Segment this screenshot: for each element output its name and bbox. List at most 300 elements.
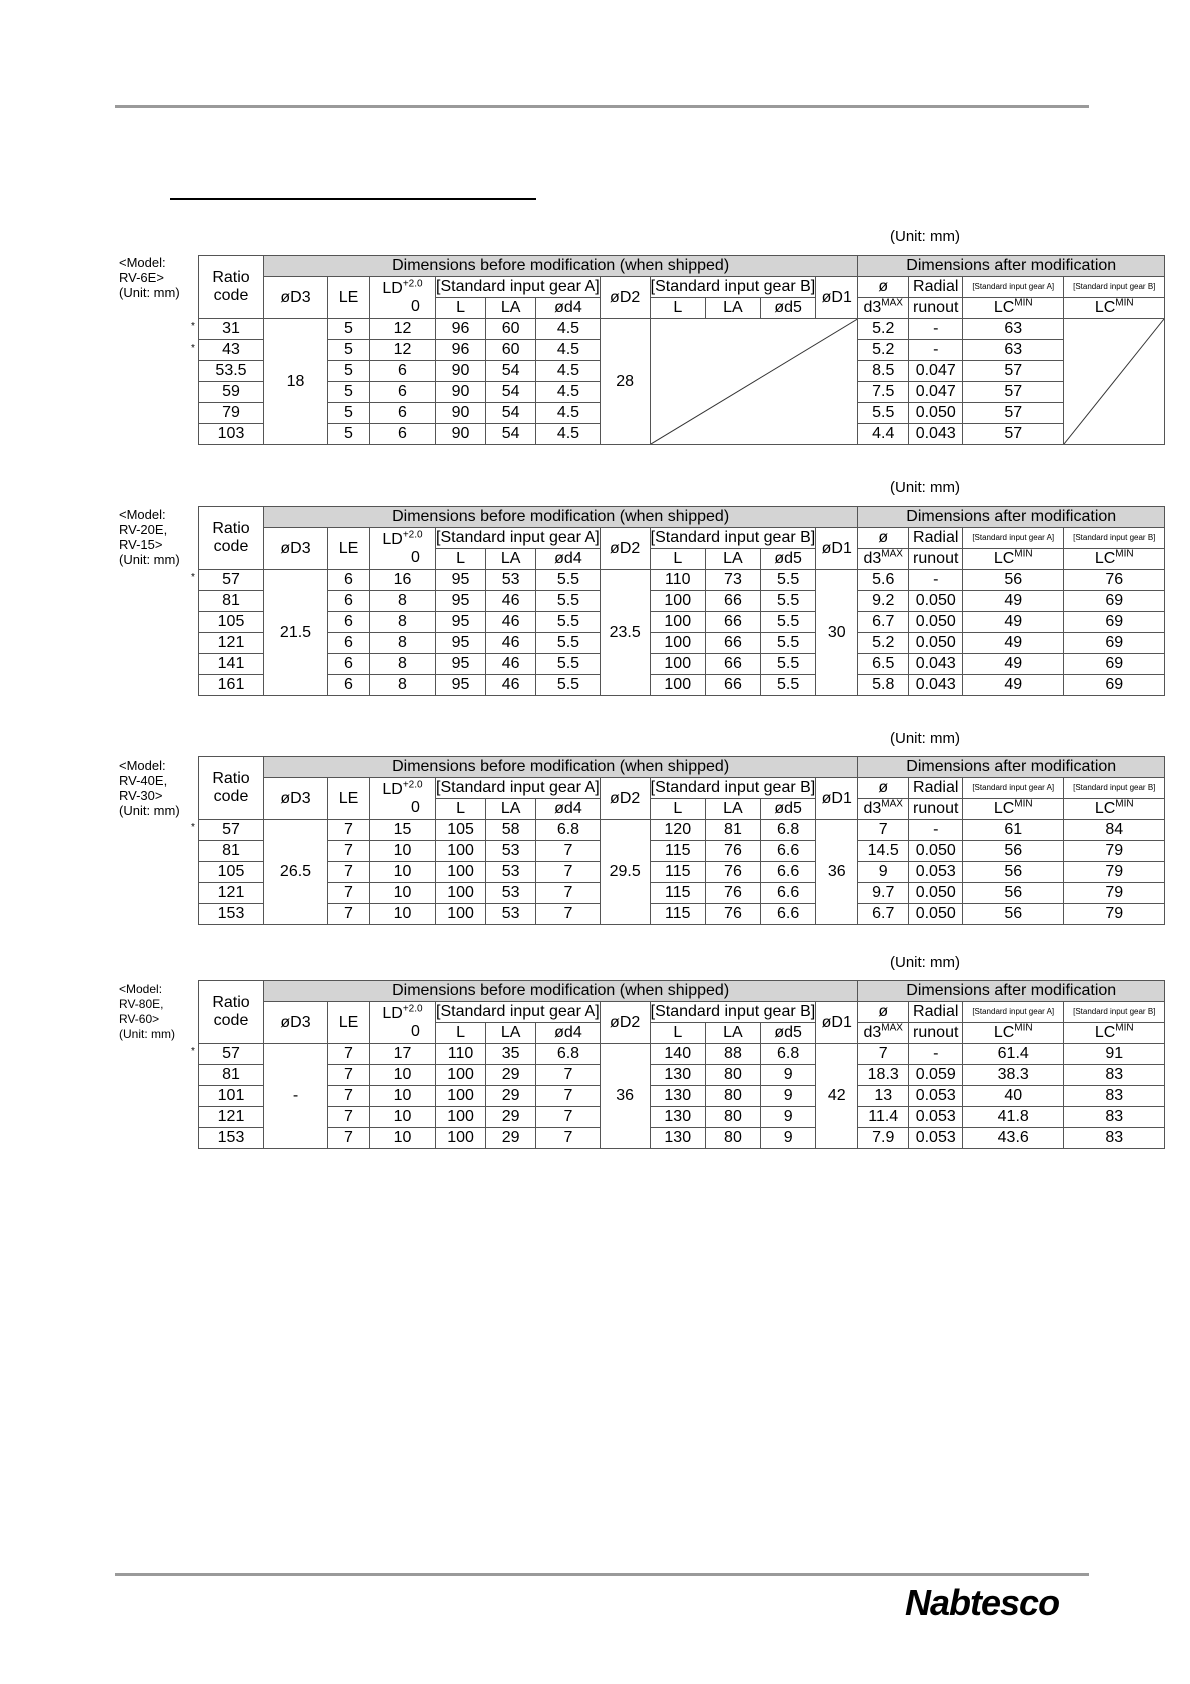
ld-cell: 6 — [370, 424, 436, 445]
lc-b-cell: 79 — [1064, 841, 1165, 862]
la-a-cell: 54 — [486, 424, 536, 445]
d2-cell: 28 — [600, 319, 650, 445]
la-a-cell: 53 — [486, 904, 536, 925]
d5-cell: 6.6 — [761, 883, 816, 904]
lc-a-header: $LC^{MIN}$ — [963, 1023, 1064, 1044]
dimension-table — [198, 506, 1165, 696]
ld-cell: 16 — [370, 570, 436, 591]
d4-header: ød4 — [536, 799, 600, 820]
ratio-cell: 81 — [199, 841, 264, 862]
ratio-cell: 103 — [199, 424, 264, 445]
l-a-cell: 100 — [436, 1128, 486, 1149]
ratio-cell: 57 — [199, 570, 264, 591]
table-row — [199, 1044, 1165, 1065]
la-a-header: LA — [486, 799, 536, 820]
l-a-cell: 100 — [436, 883, 486, 904]
d2-cell: 23.5 — [600, 570, 650, 696]
d4-cell: 4.5 — [536, 319, 600, 340]
d4-header: ød4 — [536, 1023, 600, 1044]
ratio-cell: 121 — [199, 633, 264, 654]
lc-a-cell: 61 — [963, 820, 1064, 841]
d5-cell: 6.6 — [761, 904, 816, 925]
phi-header: ø — [858, 778, 909, 799]
d5-cell: 6.8 — [761, 1044, 816, 1065]
d4-cell: 4.5 — [536, 340, 600, 361]
d2-header: øD2 — [600, 277, 650, 319]
ratio-cell: 105 — [199, 612, 264, 633]
lc-a-cell: 63 — [963, 340, 1064, 361]
lc-b-header: $LC^{MIN}$ — [1064, 799, 1165, 820]
gear-a-header: [Standard input gear A] — [436, 778, 601, 799]
before-header: Dimensions before modification (when shipped) — [264, 981, 858, 1002]
table-row — [199, 1107, 1165, 1128]
after-header: Dimensions after modification — [858, 507, 1165, 528]
lc-a-cell: 56 — [963, 570, 1064, 591]
gear-b-header: [Standard input gear B] — [650, 1002, 816, 1023]
lc-b-not-applicable-diagonal — [1064, 319, 1165, 445]
la-a-cell: 53 — [486, 570, 536, 591]
d4-cell: 7 — [536, 883, 600, 904]
radial-header: Radial — [909, 778, 963, 799]
lc-a-header: $LC^{MIN}$ — [963, 298, 1064, 319]
l-b-cell: 140 — [650, 1044, 705, 1065]
l-a-cell: 105 — [436, 820, 486, 841]
d2-cell: 36 — [600, 1044, 650, 1149]
lc-a-cell: 56 — [963, 841, 1064, 862]
l-a-cell: 95 — [436, 612, 486, 633]
l-b-cell: 130 — [650, 1065, 705, 1086]
radial-runout-cell: 0.050 — [909, 403, 963, 424]
d4-cell: 7 — [536, 862, 600, 883]
la-a-cell: 29 — [486, 1107, 536, 1128]
la-a-cell: 60 — [486, 319, 536, 340]
la-a-cell: 29 — [486, 1086, 536, 1107]
gear-b-header: [Standard input gear B] — [650, 528, 816, 549]
la-b-cell: 66 — [705, 612, 760, 633]
lc-a-gear-header: [Standard input gear A] — [963, 528, 1064, 549]
le-cell: 7 — [328, 862, 370, 883]
lc-a-cell: 56 — [963, 904, 1064, 925]
d5-cell: 6.8 — [761, 820, 816, 841]
le-cell: 6 — [328, 612, 370, 633]
lc-b-header: $LC^{MIN}$ — [1064, 1023, 1165, 1044]
gear-a-header: [Standard input gear A] — [436, 1002, 601, 1023]
unit-label: (Unit: mm) — [890, 954, 960, 971]
model-label: <Model: RV-40E, RV-30> (Unit: mm) — [119, 758, 180, 818]
radial-runout-cell: - — [909, 820, 963, 841]
d4-cell: 7 — [536, 1128, 600, 1149]
ratio-cell: 59 — [199, 382, 264, 403]
d5-cell: 5.5 — [761, 654, 816, 675]
le-cell: 7 — [328, 1065, 370, 1086]
l-b-cell: 100 — [650, 612, 705, 633]
table-row — [199, 820, 1165, 841]
table-row — [199, 862, 1165, 883]
d2-cell: 29.5 — [600, 820, 650, 925]
before-header: Dimensions before modification (when shipped) — [264, 757, 858, 778]
d4-cell: 5.5 — [536, 633, 600, 654]
gear-a-header: [Standard input gear A] — [436, 528, 601, 549]
ratio-cell: 79 — [199, 403, 264, 424]
la-b-cell: 80 — [705, 1128, 760, 1149]
ld-cell: 17 — [370, 1044, 436, 1065]
lc-b-gear-header: [Standard input gear B] — [1064, 528, 1165, 549]
d2-header: øD2 — [600, 528, 650, 570]
radial-header: Radial — [909, 277, 963, 298]
radial-runout-cell: 0.043 — [909, 424, 963, 445]
ld-cell: 6 — [370, 382, 436, 403]
lc-a-cell: 56 — [963, 883, 1064, 904]
la-a-header: LA — [486, 1023, 536, 1044]
d3max-cell: 4.4 — [858, 424, 909, 445]
la-b-cell: 88 — [705, 1044, 760, 1065]
radial-runout-cell: 0.050 — [909, 904, 963, 925]
l-b-header: L — [650, 799, 705, 820]
la-a-header: LA — [486, 298, 536, 319]
lc-a-cell: 57 — [963, 424, 1064, 445]
before-header: Dimensions before modification (when shipped) — [264, 507, 858, 528]
le-cell: 7 — [328, 841, 370, 862]
lc-b-cell: 76 — [1064, 570, 1165, 591]
lc-a-cell: 61.4 — [963, 1044, 1064, 1065]
ld-cell: 6 — [370, 403, 436, 424]
la-a-header: LA — [486, 549, 536, 570]
l-b-cell: 100 — [650, 591, 705, 612]
l-a-cell: 100 — [436, 1086, 486, 1107]
lc-a-cell: 57 — [963, 382, 1064, 403]
gear-b-header: [Standard input gear B] — [650, 778, 816, 799]
ld-cell: 10 — [370, 1065, 436, 1086]
l-a-cell: 100 — [436, 841, 486, 862]
bottom-rule — [115, 1573, 1089, 1576]
lc-a-cell: 40 — [963, 1086, 1064, 1107]
radial-runout-cell: 0.050 — [909, 612, 963, 633]
le-cell: 7 — [328, 1044, 370, 1065]
d4-cell: 4.5 — [536, 403, 600, 424]
table-row — [199, 319, 1165, 340]
d4-header: ød4 — [536, 298, 600, 319]
table-row — [199, 841, 1165, 862]
runout-header: runout — [909, 549, 963, 570]
d3-cell: 21.5 — [264, 570, 328, 696]
lc-b-cell: 69 — [1064, 675, 1165, 696]
radial-runout-cell: 0.043 — [909, 675, 963, 696]
footnote-star: * — [191, 572, 195, 583]
lc-b-cell: 69 — [1064, 612, 1165, 633]
le-cell: 5 — [328, 319, 370, 340]
le-cell: 5 — [328, 340, 370, 361]
gear-a-header: [Standard input gear A] — [436, 277, 601, 298]
after-header: Dimensions after modification — [858, 256, 1165, 277]
d4-cell: 4.5 — [536, 361, 600, 382]
la-a-cell: 53 — [486, 862, 536, 883]
l-b-cell: 115 — [650, 862, 705, 883]
unit-label: (Unit: mm) — [890, 730, 960, 747]
le-cell: 5 — [328, 403, 370, 424]
d3max-cell: 11.4 — [858, 1107, 909, 1128]
ratio-cell: 141 — [199, 654, 264, 675]
le-cell: 7 — [328, 883, 370, 904]
d3-cell: - — [264, 1044, 328, 1149]
d3max-header: $d3^{MAX}$ — [858, 799, 909, 820]
l-b-cell: 130 — [650, 1086, 705, 1107]
lc-b-cell: 83 — [1064, 1065, 1165, 1086]
lc-b-gear-header: [Standard input gear B] — [1064, 1002, 1165, 1023]
la-a-cell: 46 — [486, 675, 536, 696]
l-a-header: L — [436, 549, 486, 570]
l-a-cell: 100 — [436, 904, 486, 925]
d3max-cell: 7 — [858, 1044, 909, 1065]
model-label: <Model: RV-80E, RV-60> (Unit: mm) — [119, 982, 175, 1041]
le-cell: 5 — [328, 382, 370, 403]
lc-b-cell: 69 — [1064, 591, 1165, 612]
la-a-cell: 46 — [486, 591, 536, 612]
ratio-cell: 153 — [199, 1128, 264, 1149]
d4-cell: 6.8 — [536, 1044, 600, 1065]
lc-a-cell: 49 — [963, 675, 1064, 696]
lc-a-cell: 41.8 — [963, 1107, 1064, 1128]
d4-cell: 5.5 — [536, 591, 600, 612]
d3max-cell: 18.3 — [858, 1065, 909, 1086]
d3max-header: $d3^{MAX}$ — [858, 549, 909, 570]
lc-b-cell: 83 — [1064, 1128, 1165, 1149]
le-cell: 6 — [328, 633, 370, 654]
table-row — [199, 904, 1165, 925]
d4-cell: 6.8 — [536, 820, 600, 841]
ld-header: $LD^{+2.0}$ 0 — [370, 528, 436, 570]
la-b-cell: 76 — [705, 883, 760, 904]
radial-runout-cell: 0.047 — [909, 382, 963, 403]
ratio-cell: 153 — [199, 904, 264, 925]
dimension-table — [198, 756, 1165, 925]
lc-b-cell: 79 — [1064, 883, 1165, 904]
l-a-cell: 100 — [436, 1107, 486, 1128]
ratio-cell: 57 — [199, 820, 264, 841]
l-b-cell: 100 — [650, 633, 705, 654]
la-b-cell: 80 — [705, 1086, 760, 1107]
lc-a-cell: 49 — [963, 591, 1064, 612]
d4-cell: 7 — [536, 1065, 600, 1086]
d5-cell: 5.5 — [761, 612, 816, 633]
d5-cell: 5.5 — [761, 675, 816, 696]
l-b-cell: 110 — [650, 570, 705, 591]
l-b-cell: 130 — [650, 1107, 705, 1128]
radial-runout-cell: - — [909, 319, 963, 340]
runout-header: runout — [909, 298, 963, 319]
before-header: Dimensions before modification (when shipped) — [264, 256, 858, 277]
d5-cell: 9 — [761, 1086, 816, 1107]
ld-cell: 10 — [370, 1086, 436, 1107]
radial-runout-cell: - — [909, 340, 963, 361]
le-header: LE — [328, 277, 370, 319]
d5-cell: 6.6 — [761, 862, 816, 883]
d5-cell: 5.5 — [761, 591, 816, 612]
radial-runout-cell: 0.050 — [909, 883, 963, 904]
d3max-cell: 5.2 — [858, 319, 909, 340]
la-b-header: LA — [705, 549, 760, 570]
l-b-cell: 100 — [650, 654, 705, 675]
l-a-cell: 90 — [436, 382, 486, 403]
d3max-cell: 6.7 — [858, 612, 909, 633]
table-row — [199, 591, 1165, 612]
le-header: LE — [328, 528, 370, 570]
dimension-table — [198, 980, 1165, 1149]
phi-header: ø — [858, 277, 909, 298]
l-b-cell: 115 — [650, 904, 705, 925]
d4-cell: 7 — [536, 904, 600, 925]
ratio-code-header: Ratio code — [199, 757, 264, 820]
d1-header: øD1 — [816, 778, 858, 820]
ld-header: $LD^{+2.0}$ 0 — [370, 1002, 436, 1044]
lc-a-cell: 38.3 — [963, 1065, 1064, 1086]
d4-cell: 5.5 — [536, 612, 600, 633]
l-b-header: L — [650, 549, 705, 570]
la-a-cell: 54 — [486, 403, 536, 424]
radial-runout-cell: 0.050 — [909, 841, 963, 862]
radial-runout-cell: - — [909, 570, 963, 591]
runout-header: runout — [909, 799, 963, 820]
le-cell: 7 — [328, 1086, 370, 1107]
la-a-cell: 58 — [486, 820, 536, 841]
ld-cell: 10 — [370, 904, 436, 925]
radial-runout-cell: 0.043 — [909, 654, 963, 675]
lc-a-gear-header: [Standard input gear A] — [963, 277, 1064, 298]
la-b-cell: 81 — [705, 820, 760, 841]
d1-cell: 36 — [816, 820, 858, 925]
l-b-cell: 115 — [650, 883, 705, 904]
d3max-cell: 5.5 — [858, 403, 909, 424]
lc-a-cell: 49 — [963, 633, 1064, 654]
after-header: Dimensions after modification — [858, 757, 1165, 778]
ld-cell: 8 — [370, 612, 436, 633]
ld-cell: 15 — [370, 820, 436, 841]
dimension-table — [198, 255, 1165, 445]
l-b-cell: 130 — [650, 1128, 705, 1149]
ld-cell: 10 — [370, 862, 436, 883]
l-a-cell: 100 — [436, 1065, 486, 1086]
la-b-header: LA — [705, 298, 760, 319]
radial-runout-cell: - — [909, 1044, 963, 1065]
la-a-cell: 54 — [486, 382, 536, 403]
lc-a-cell: 56 — [963, 862, 1064, 883]
l-b-header: L — [650, 1023, 705, 1044]
l-a-header: L — [436, 799, 486, 820]
l-a-cell: 95 — [436, 675, 486, 696]
lc-b-cell: 83 — [1064, 1086, 1165, 1107]
d4-cell: 7 — [536, 841, 600, 862]
d3max-cell: 5.6 — [858, 570, 909, 591]
d3max-cell: 6.7 — [858, 904, 909, 925]
radial-runout-cell: 0.053 — [909, 862, 963, 883]
d5-header: ød5 — [761, 1023, 816, 1044]
l-b-cell: 115 — [650, 841, 705, 862]
le-cell: 7 — [328, 820, 370, 841]
d3max-cell: 9.7 — [858, 883, 909, 904]
d3max-cell: 7.9 — [858, 1128, 909, 1149]
table-row — [199, 1128, 1165, 1149]
ratio-cell: 121 — [199, 1107, 264, 1128]
la-b-cell: 76 — [705, 862, 760, 883]
la-b-header: LA — [705, 799, 760, 820]
ratio-cell: 43 — [199, 340, 264, 361]
table-row — [199, 633, 1165, 654]
d3-cell: 26.5 — [264, 820, 328, 925]
d5-header: ød5 — [761, 799, 816, 820]
gear-b-header: [Standard input gear B] — [650, 277, 816, 298]
la-a-cell: 60 — [486, 340, 536, 361]
d4-cell: 5.5 — [536, 675, 600, 696]
le-cell: 5 — [328, 424, 370, 445]
ratio-cell: 81 — [199, 1065, 264, 1086]
phi-header: ø — [858, 1002, 909, 1023]
la-b-cell: 66 — [705, 654, 760, 675]
lc-b-gear-header: [Standard input gear B] — [1064, 277, 1165, 298]
ratio-cell: 57 — [199, 1044, 264, 1065]
ratio-code-header: Ratio code — [199, 981, 264, 1044]
d3-header: øD3 — [264, 277, 328, 319]
le-cell: 6 — [328, 654, 370, 675]
d3max-cell: 6.5 — [858, 654, 909, 675]
ratio-cell: 105 — [199, 862, 264, 883]
d3max-cell: 5.8 — [858, 675, 909, 696]
l-a-cell: 95 — [436, 570, 486, 591]
ld-cell: 10 — [370, 1128, 436, 1149]
table-row — [199, 675, 1165, 696]
la-b-cell: 66 — [705, 633, 760, 654]
lc-b-cell: 91 — [1064, 1044, 1165, 1065]
ld-cell: 8 — [370, 633, 436, 654]
d5-cell: 6.6 — [761, 841, 816, 862]
d3max-cell: 9.2 — [858, 591, 909, 612]
unit-label: (Unit: mm) — [890, 228, 960, 245]
d5-cell: 9 — [761, 1065, 816, 1086]
ratio-code-header: Ratio code — [199, 256, 264, 319]
le-cell: 6 — [328, 591, 370, 612]
section-title-underline — [170, 198, 536, 200]
la-a-cell: 46 — [486, 612, 536, 633]
d3max-cell: 8.5 — [858, 361, 909, 382]
l-a-cell: 96 — [436, 340, 486, 361]
le-cell: 6 — [328, 675, 370, 696]
ld-cell: 8 — [370, 591, 436, 612]
l-a-cell: 95 — [436, 654, 486, 675]
radial-runout-cell: 0.053 — [909, 1086, 963, 1107]
footnote-star: * — [191, 343, 195, 354]
d3max-cell: 5.2 — [858, 340, 909, 361]
d5-cell: 5.5 — [761, 570, 816, 591]
d3-header: øD3 — [264, 778, 328, 820]
le-header: LE — [328, 1002, 370, 1044]
d3max-header: $d3^{MAX}$ — [858, 298, 909, 319]
ld-cell: 10 — [370, 841, 436, 862]
d3max-cell: 14.5 — [858, 841, 909, 862]
la-b-cell: 66 — [705, 591, 760, 612]
l-a-header: L — [436, 1023, 486, 1044]
la-a-cell: 46 — [486, 633, 536, 654]
lc-a-gear-header: [Standard input gear A] — [963, 1002, 1064, 1023]
la-a-cell: 54 — [486, 361, 536, 382]
footnote-star: * — [191, 1046, 195, 1057]
ld-header: $LD^{+2.0}$ 0 — [370, 277, 436, 319]
l-a-cell: 95 — [436, 591, 486, 612]
ratio-cell: 53.5 — [199, 361, 264, 382]
l-a-header: L — [436, 298, 486, 319]
d1-header: øD1 — [816, 277, 858, 319]
le-cell: 5 — [328, 361, 370, 382]
la-b-cell: 76 — [705, 841, 760, 862]
d3max-cell: 5.2 — [858, 633, 909, 654]
la-a-cell: 53 — [486, 841, 536, 862]
